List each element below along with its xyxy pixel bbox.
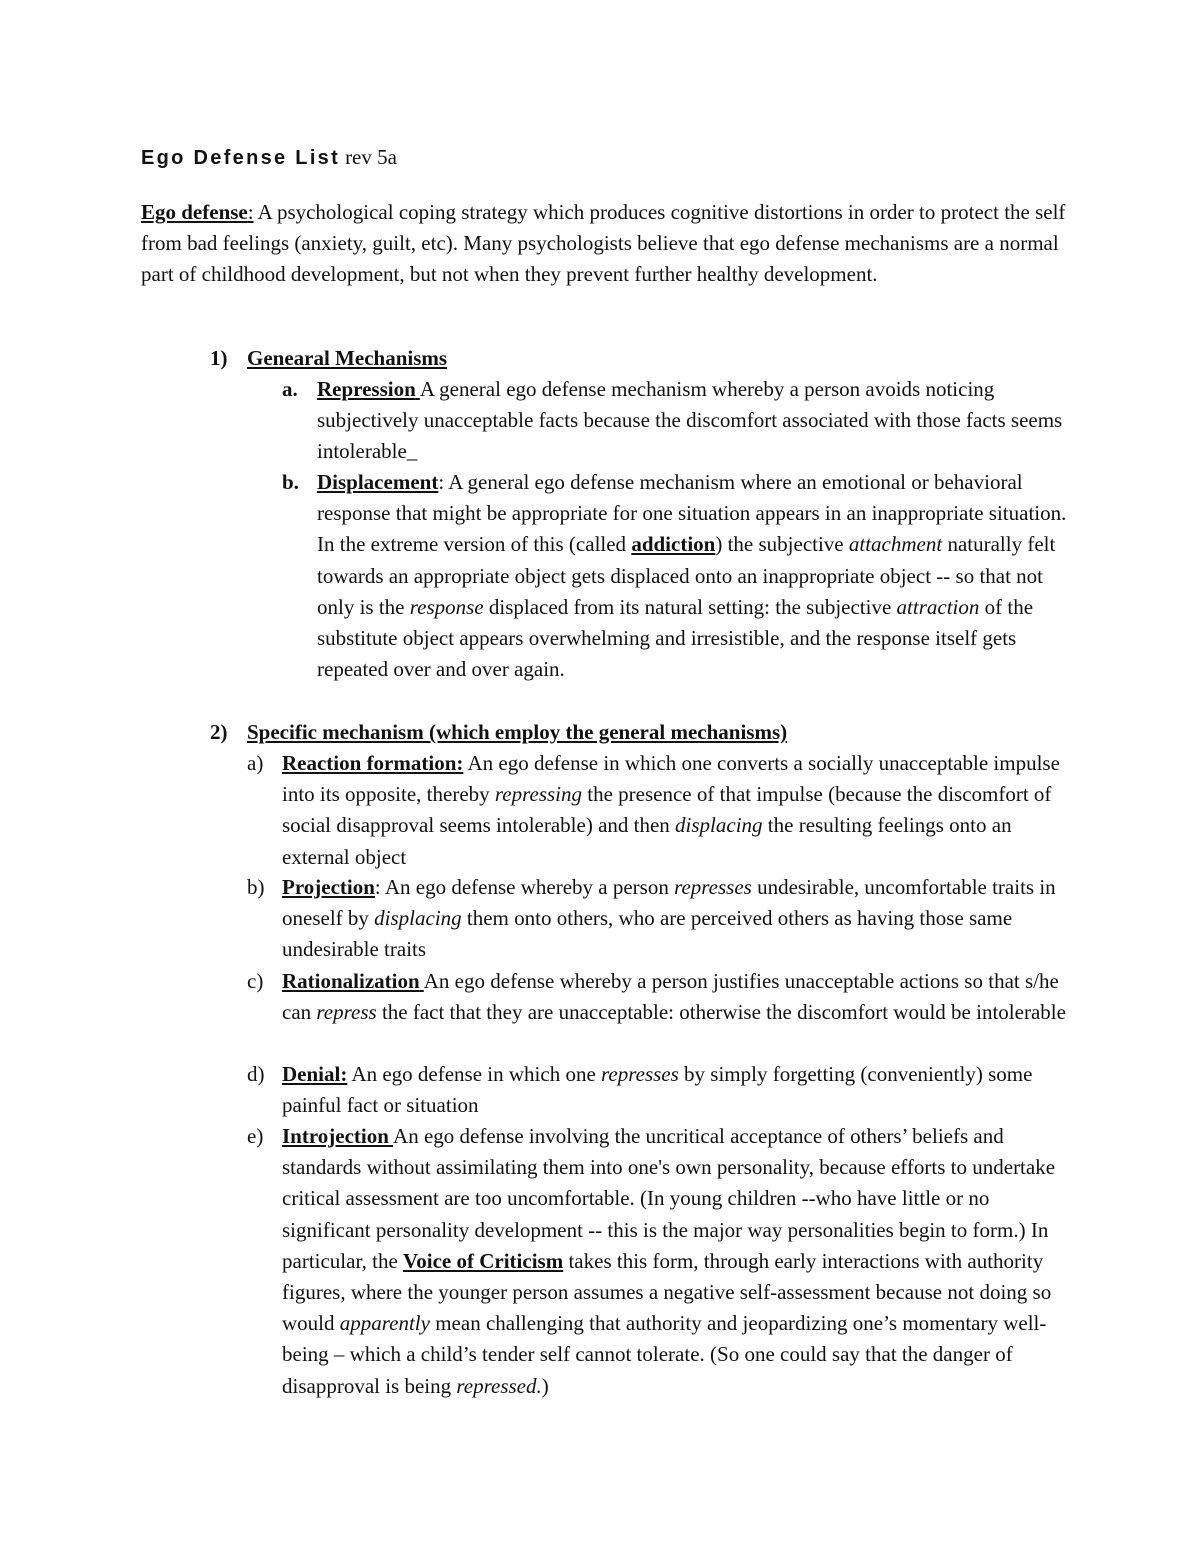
list-item-repression: a. Repression A general ego defense mechanism whereby a person avoids noticing subjectively unacceptable facts because the discomfort associated with those facts seems intolerable_ <box>317 374 1077 468</box>
intro-paragraph <box>141 197 1071 291</box>
term-introjection: Introjection <box>282 1124 389 1148</box>
item-marker: a. <box>282 377 298 401</box>
title-main: Ego Defense List <box>141 147 341 169</box>
item-marker: e) <box>247 1124 264 1148</box>
item-marker: b. <box>282 470 299 494</box>
item-marker: c) <box>247 969 264 993</box>
term-displacement: Displacement <box>317 470 439 494</box>
intro-colon: : <box>247 200 254 224</box>
section-2-number: 2) <box>210 720 228 744</box>
list-item-introjection: e) Introjection An ego defense involving the uncritical acceptance of others’ beliefs and standards without assimilating them into one's own personality, because efforts to undertake critical assessment are too uncomfortable. (In young children --who have little or no significant personality development -- this is the major way personalities begin to form.) In particular, the Voice of Criticism takes this form, through early interactions with authority figures, where the younger person assumes a negative self-assessment because not doing so would apparently mean challenging that authority and jeopardizing one’s momentary well-being – which a child’s tender self cannot tolerate. (So one could say that the danger of disapproval is being repressed.) <box>282 1121 1072 1402</box>
section-2-heading <box>210 717 1090 748</box>
term-reaction-formation: Reaction formation: <box>282 751 464 775</box>
list-item-reaction-formation: a) Reaction formation: An ego defense in which one converts a socially unacceptable impulse into its opposite, thereby repressing the presence of that impulse (because the discomfort of social disapproval seems intolerable) and then displacing the resulting feelings onto an external object <box>282 748 1070 873</box>
intro-term: Ego defense <box>141 200 248 224</box>
term-voice-of-criticism: Voice of Criticism <box>403 1248 564 1273</box>
item-marker: d) <box>247 1062 265 1086</box>
section-1-heading <box>210 343 1070 374</box>
document-title <box>141 142 397 173</box>
term-projection: Projection <box>282 875 375 899</box>
term-repression: Repression <box>317 377 416 401</box>
list-item-rationalization: c) Rationalization An ego defense whereby a person justifies unacceptable actions so that s/he can repress the fact that they are unacceptable: otherwise the discomfort would be intolerable <box>282 966 1070 1028</box>
item-marker: a) <box>247 751 264 775</box>
section-2-title: Specific mechanism (which employ the general mechanisms) <box>247 720 788 744</box>
term-rationalization: Rationalization <box>282 969 420 993</box>
item-marker: b) <box>247 875 265 899</box>
section-1-title: Genearal Mechanisms <box>247 346 448 370</box>
intro-text: A psychological coping strategy which produces cognitive distortions in order to protect the self from bad feelings (anxiety, guilt, etc). Many psychologists believe that ego defense mechanisms are a normal part of childhood development, but not when they prevent further healthy development. <box>141 200 1066 287</box>
list-item-projection: b) Projection: An ego defense whereby a person represses undesirable, uncomfortable traits in oneself by displacing them onto others, who are perceived others as having those same undesirable traits <box>282 872 1072 966</box>
term-denial: Denial: <box>282 1062 348 1086</box>
term-addiction: addiction <box>631 532 716 557</box>
section-1-number: 1) <box>210 346 228 370</box>
list-item-denial: d) Denial: An ego defense in which one represses by simply forgetting (conveniently) some painful fact or situation <box>282 1059 1070 1121</box>
list-item-displacement: b. Displacement: A general ego defense mechanism where an emotional or behavioral response that might be appropriate for one situation appears in an inappropriate situation. In the extreme version of this (called addiction) the subjective attachment naturally felt towards an appropriate object gets displaced onto an inappropriate object -- so that not only is the response displaced from its natural setting: the subjective attraction of the substitute object appears overwhelming and irresistible, and the response itself gets repeated over and over again. <box>317 467 1077 685</box>
title-revision: rev 5a <box>345 145 397 169</box>
